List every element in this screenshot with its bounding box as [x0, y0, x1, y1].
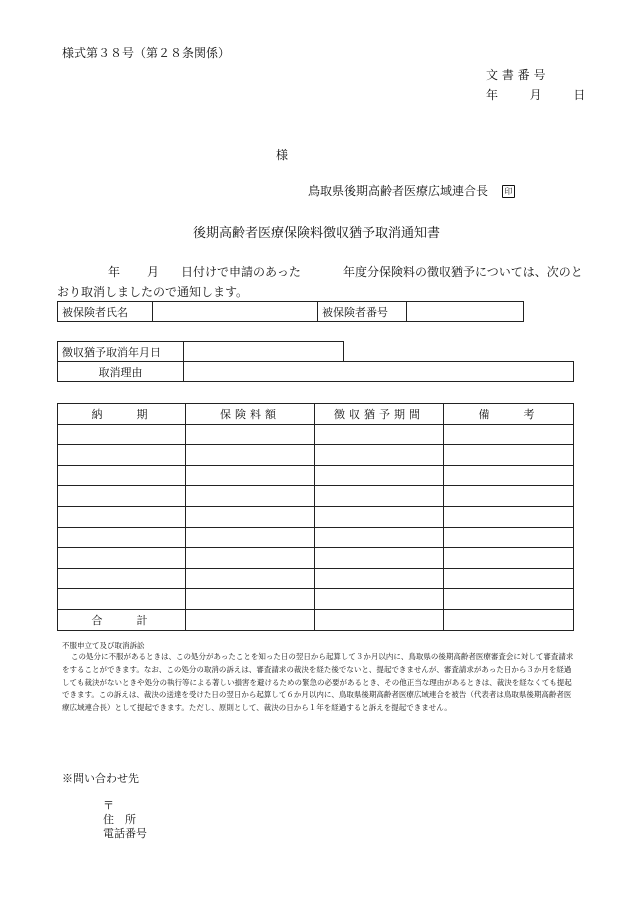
- contact-postal: 〒: [103, 799, 114, 812]
- contact-phone-label: 電話番号: [103, 827, 147, 840]
- cell[interactable]: [186, 527, 315, 548]
- doc-number-label: 文 書 番 号: [486, 68, 546, 82]
- table-row: [58, 548, 574, 569]
- notice-body: [62, 651, 578, 715]
- cancel-date-field[interactable]: [184, 342, 344, 362]
- table-row: [58, 589, 574, 610]
- cell[interactable]: [444, 506, 574, 527]
- total-cell[interactable]: [186, 609, 315, 630]
- body-fiscal-text: 年度分保険料の徴収猶予については、次のと: [343, 265, 583, 279]
- table-row: [58, 486, 574, 507]
- notice-heading: 不服申立て及び取消訴訟: [62, 641, 145, 650]
- body-line2: おり取消しましたので通知します。: [57, 285, 249, 299]
- cell[interactable]: [444, 486, 574, 507]
- cell[interactable]: [315, 445, 444, 466]
- cell[interactable]: [58, 424, 186, 445]
- cell[interactable]: [444, 527, 574, 548]
- cell[interactable]: [186, 424, 315, 445]
- form-id: 様式第３８号（第２８条関係）: [62, 46, 231, 60]
- cell[interactable]: [444, 445, 574, 466]
- insured-number-field[interactable]: [407, 302, 524, 322]
- cell[interactable]: [444, 589, 574, 610]
- cell[interactable]: [315, 527, 444, 548]
- insured-number-label: 被保険者番号: [318, 302, 407, 322]
- body-year: 年: [108, 265, 121, 279]
- header-premium-amount: 保険料額: [186, 404, 315, 425]
- cell[interactable]: [58, 568, 186, 589]
- seal-icon: 印: [502, 185, 515, 198]
- cancel-reason-label: 取消理由: [58, 362, 184, 382]
- cell[interactable]: [315, 486, 444, 507]
- date-month: 月: [529, 88, 542, 102]
- cell[interactable]: [186, 486, 315, 507]
- cell[interactable]: [186, 465, 315, 486]
- table-row: [58, 568, 574, 589]
- cell[interactable]: [58, 589, 186, 610]
- cell[interactable]: [186, 548, 315, 569]
- body-month: 月: [147, 265, 160, 279]
- cell[interactable]: [186, 589, 315, 610]
- header-deferral-period: 徴収猶予期間: [315, 404, 444, 425]
- cell[interactable]: [315, 589, 444, 610]
- cell[interactable]: [58, 486, 186, 507]
- cell[interactable]: [315, 506, 444, 527]
- cell[interactable]: [58, 506, 186, 527]
- table-row: [58, 506, 574, 527]
- cancel-table: [57, 341, 574, 382]
- total-label: 合 計: [58, 609, 186, 630]
- cell[interactable]: [444, 568, 574, 589]
- cancel-date-label: 徴収猶予取消年月日: [58, 342, 184, 362]
- header-remarks: 備 考: [444, 404, 574, 425]
- cell[interactable]: [315, 424, 444, 445]
- cell[interactable]: [186, 568, 315, 589]
- issuer: [308, 182, 515, 199]
- date-year: 年: [486, 88, 499, 102]
- payment-table: [57, 403, 574, 631]
- table-row: [58, 424, 574, 445]
- cell[interactable]: [315, 548, 444, 569]
- document-title: 後期高齢者医療保険料徴収猶予取消通知書: [193, 226, 441, 241]
- issuer-name: 鳥取県後期高齢者医療広域連合長: [308, 184, 489, 198]
- contact-address-label: 住 所: [103, 813, 136, 826]
- date-line: [486, 86, 585, 103]
- cell[interactable]: [58, 445, 186, 466]
- cancel-reason-field[interactable]: [184, 362, 574, 382]
- date-day: 日: [573, 88, 586, 102]
- cell[interactable]: [186, 506, 315, 527]
- total-cell[interactable]: [315, 609, 444, 630]
- recipient-suffix: 様: [276, 148, 289, 162]
- contact-heading: ※問い合わせ先: [62, 772, 139, 785]
- insured-name-field[interactable]: [153, 302, 318, 322]
- body-date-text: 日付けで申請のあった: [181, 265, 301, 279]
- insured-name-label: 被保険者氏名: [58, 302, 153, 322]
- cell[interactable]: [58, 548, 186, 569]
- cell[interactable]: [186, 445, 315, 466]
- cell[interactable]: [58, 527, 186, 548]
- cell[interactable]: [444, 465, 574, 486]
- total-cell[interactable]: [444, 609, 574, 630]
- cell[interactable]: [58, 465, 186, 486]
- notice-text: この処分に不服があるときは、この処分があったことを知った日の翌日から起算して３か月以内に、鳥取県の後期高齢者医療審査会に対して審査請求をすることができます。なお、この処分の取消の訴えは、審査請求の裁決を経た後でないと、提起できませんが、審査請求があった日から３か月を経過しても裁決がないときや処分の執行等による著しい損害を避けるための緊急の必要があるとき、その他正当な理由があるときは、裁決を経なくても提起できます。この訴えは、裁決の送達を受けた日の翌日から起算して６か月以内に、鳥取県後期高齢者医療広域連合を被告（代表者は鳥取県後期高齢者医療広域連合長）として提起できます。ただし、原則として、裁決の日から１年を経過すると訴えを提起できません。: [62, 652, 574, 713]
- table-row: [58, 465, 574, 486]
- insured-table: [57, 301, 524, 322]
- header-due-period: 納 期: [58, 404, 186, 425]
- cell[interactable]: [444, 548, 574, 569]
- total-row: [58, 609, 574, 630]
- cell[interactable]: [444, 424, 574, 445]
- cell[interactable]: [315, 465, 444, 486]
- table-row: [58, 527, 574, 548]
- table-row: [58, 445, 574, 466]
- cell[interactable]: [315, 568, 444, 589]
